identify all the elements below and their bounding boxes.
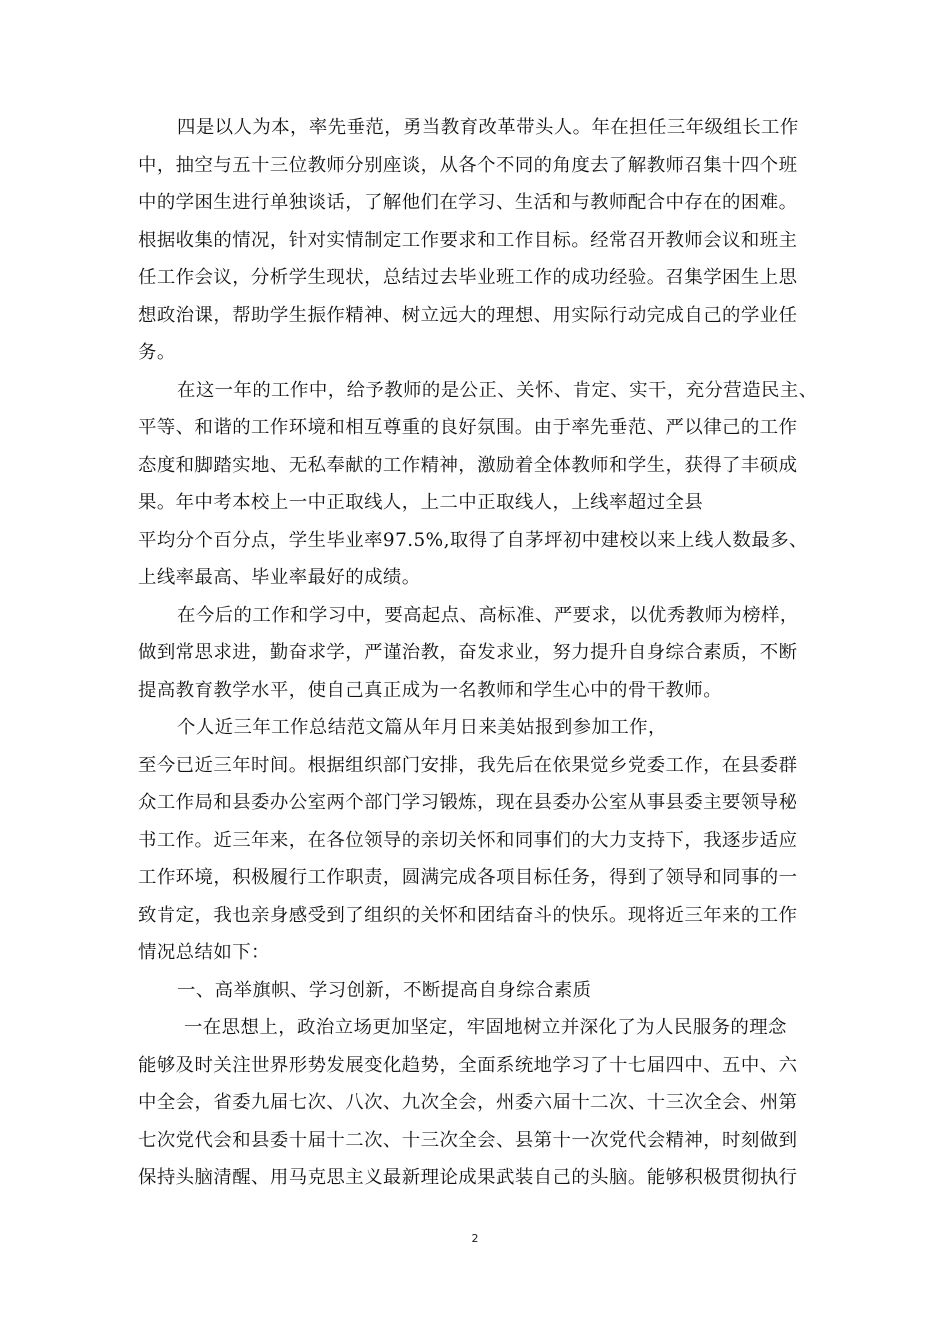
text-line: 平等、和谐的工作环境和相互尊重的良好氛围。由于率先垂范、严以律己的工作 xyxy=(138,417,798,438)
text-line: 上线率最高、毕业率最好的成绩。 xyxy=(138,567,421,588)
text-line: 做到常思求进，勤奋求学，严谨治教，奋发求业，努力提升自身综合素质，不断 xyxy=(138,642,798,663)
text-line: 众工作局和县委办公室两个部门学习锻炼，现在县委办公室从事县委主要领导秘 xyxy=(138,792,798,813)
text-line: 在今后的工作和学习中，要高起点、高标准、严要求，以优秀教师为榜样， xyxy=(177,605,799,626)
text-line: 个人近三年工作总结范文篇从年月日来美姑报到参加工作， xyxy=(177,717,667,738)
text-line: 书工作。近三年来，在各位领导的亲切关怀和同事们的大力支持下，我逐步适应 xyxy=(138,830,798,851)
text-line: 在这一年的工作中，给予教师的是公正、关怀、肯定、实干，充分营造民主、 xyxy=(177,380,818,401)
text-line: 果。年中考本校上一中正取线人，上二中正取线人，上线率超过全县 xyxy=(138,492,704,513)
text-line: 七次党代会和县委十届十二次、十三次全会、县第十一次党代会精神，时刻做到 xyxy=(138,1130,798,1151)
text-line: 工作环境，积极履行工作职责，圆满完成各项目标任务，得到了领导和同事的一 xyxy=(138,867,798,888)
text-line: 提高教育教学水平，使自己真正成为一名教师和学生心中的骨干教师。 xyxy=(138,680,723,701)
text-line: 情况总结如下： xyxy=(138,942,270,963)
text-line: 任工作会议，分析学生现状，总结过去毕业班工作的成功经验。召集学困生上思 xyxy=(138,267,798,288)
text-line: 中，抽空与五十三位教师分别座谈，从各个不同的角度去了解教师召集十四个班 xyxy=(138,155,798,176)
text-line: 致肯定，我也亲身感受到了组织的关怀和团结奋斗的快乐。现将近三年来的工作 xyxy=(138,905,798,926)
text-line: 中全会，省委九届七次、八次、九次全会，州委六届十二次、十三次全会、州第 xyxy=(138,1092,798,1113)
page-number: 2 xyxy=(471,1232,479,1245)
section-heading: 一、高举旗帜、学习创新，不断提高自身综合素质 xyxy=(177,980,592,1001)
text-line: 四是以人为本，率先垂范，勇当教育改革带头人。年在担任三年级组长工作 xyxy=(177,117,799,138)
text-line: 想政治课，帮助学生振作精神、树立远大的理想、用实际行动完成自己的学业任 xyxy=(138,305,798,326)
text-line: 保持头脑清醒、用马克思主义最新理论成果武装自己的头脑。能够积极贯彻执行 xyxy=(138,1167,798,1188)
text-line: 一在思想上，政治立场更加坚定，牢固地树立并深化了为人民服务的理念 xyxy=(184,1017,787,1038)
text-line: 中的学困生进行单独谈话，了解他们在学习、生活和与教师配合中存在的困难。 xyxy=(138,192,798,213)
text-line: 平均分个百分点，学生毕业率97.5%,取得了自茅坪初中建校以来上线人数最多、 xyxy=(138,530,808,551)
text-line: 根据收集的情况，针对实情制定工作要求和工作目标。经常召开教师会议和班主 xyxy=(138,230,798,251)
text-line: 务。 xyxy=(138,342,176,363)
text-line: 至今已近三年时间。根据组织部门安排，我先后在依果觉乡党委工作，在县委群 xyxy=(138,755,798,776)
text-line: 态度和脚踏实地、无私奉献的工作精神，激励着全体教师和学生，获得了丰硕成 xyxy=(138,455,798,476)
text-line: 能够及时关注世界形势发展变化趋势，全面系统地学习了十七届四中、五中、六 xyxy=(138,1055,798,1076)
